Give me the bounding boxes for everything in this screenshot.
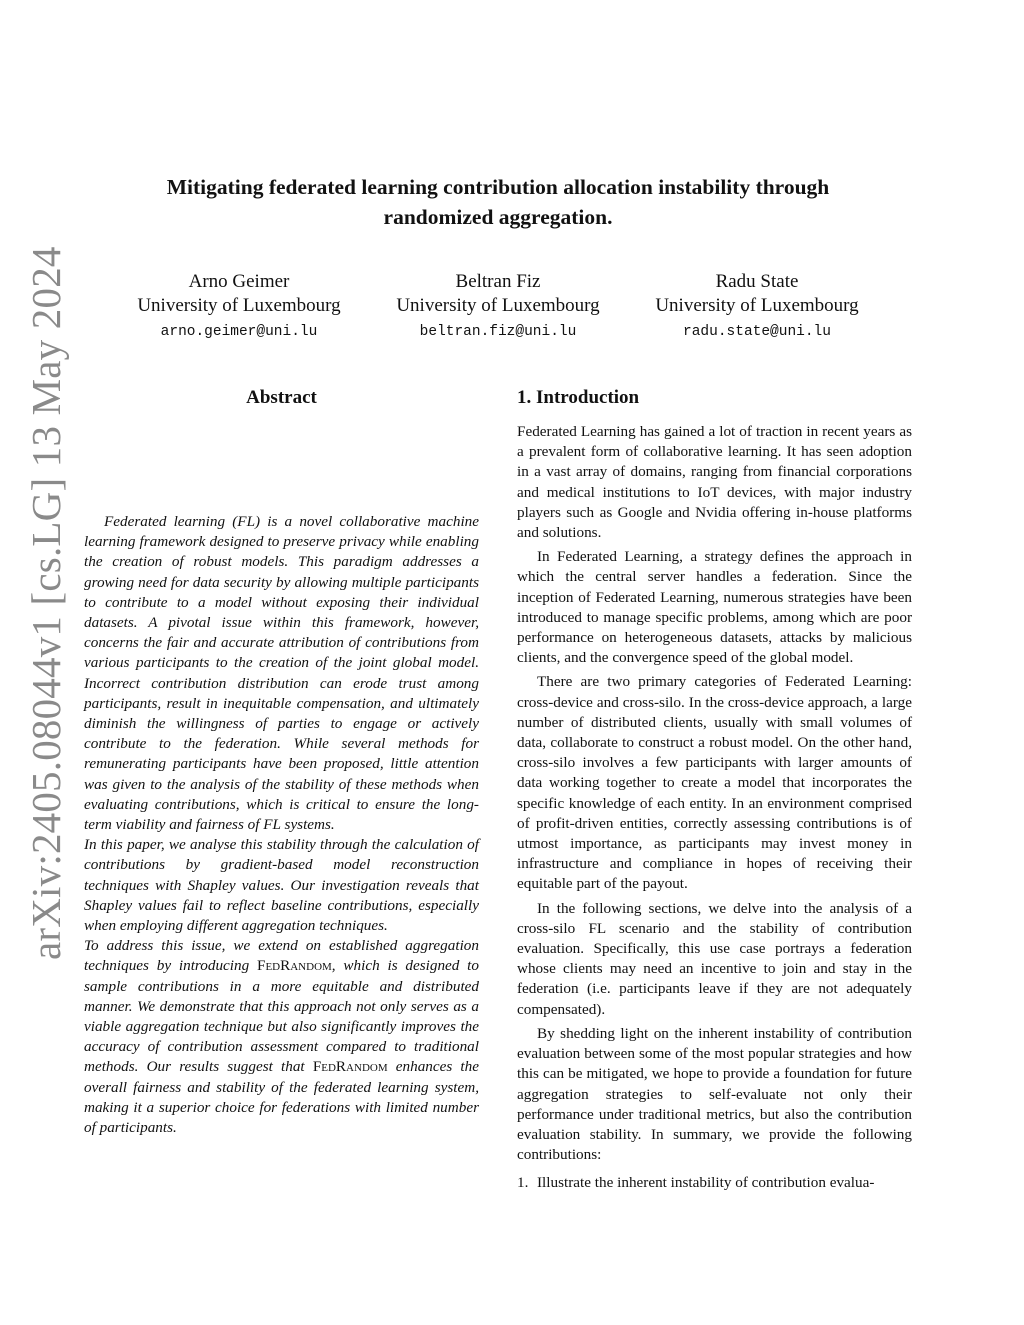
- abstract-text: [84, 512, 479, 1138]
- contribution-list-item: [517, 1173, 912, 1193]
- paper-title: Mitigating federated learning contribution allocation instability through randomized aggregation.: [166, 175, 830, 229]
- author-block-1: [114, 270, 364, 344]
- arxiv-identifier-stamp: arXiv:2405.08044v1 [cs.LG] 13 May 2024: [23, 246, 69, 960]
- introduction-heading: 1. Introduction: [517, 387, 640, 408]
- author-affiliation: University of Luxembourg: [655, 295, 859, 316]
- method-name: FedRandom: [257, 957, 332, 975]
- intro-paragraph-1: Federated Learning has gained a lot of traction in recent years as a prevalent form of collaborative learning. It has seen adoption in a vast array of domains, ranging from financial corporations and medical institutions to IoT devices, with major industry players such as Google and Nvidia offering in-house platforms and solutions.: [517, 423, 912, 542]
- intro-paragraph-5: By shedding light on the inherent instability of contribution evaluation between some of the most popular strategies and how this can be mitigated, we hope to provide a foundation for future aggregation strategies to self-evaluate not only their performance under traditional metrics, but also the contribution evaluation stability. In summary, we provide the following contributions:: [517, 1024, 912, 1164]
- introduction-text: [517, 422, 912, 1194]
- author-email: radu.state@uni.lu: [683, 324, 831, 340]
- abstract-text-run: To address this issue, we extend on established aggregation techniques by introducing: [84, 937, 479, 975]
- author-affiliation: University of Luxembourg: [396, 295, 600, 316]
- author-email: arno.geimer@uni.lu: [160, 324, 318, 340]
- list-item-text: Illustrate the inherent instability of contribution evalua-: [537, 1174, 875, 1192]
- abstract-text-run: , which is designed to sample contributions in a more equitable and distributed manner. We demonstrate that this approach not only serves as a viable aggregation technique but also significantly improves the accuracy of contribution assessment compared to traditional methods. Our results suggest that: [84, 957, 479, 1076]
- abstract-paragraph-1: Federated learning (FL) is a novel collaborative machine learning framework designed to preserve privacy while enabling the creation of robust models. This paradigm addresses a growing need for data security by allowing multiple participants to contribute to a model without exposing their individual datasets. A pivotal issue within this framework, however, concerns the fair and accurate attribution of contributions from various participants to the creation of the joint global model. Incorrect contribution distribution can erode trust among participants, result in inequitable compensation, and ultimately diminish the willingness of parties to engage or actively contribute to the federation. While several methods for remunerating participants have been proposed, little attention was given to the analysis of the stability of these methods when evaluating contributions, which is critical to ensure the long-term viability and fairness of FL systems.: [84, 513, 479, 834]
- author-name: Arno Geimer: [188, 271, 290, 292]
- method-name: FedRandom: [312, 1058, 388, 1076]
- abstract-paragraph-3: [84, 936, 479, 1138]
- author-block-3: [632, 270, 882, 344]
- author-affiliation: University of Luxembourg: [137, 295, 341, 316]
- abstract-text-run: enhances the overall fairness and stability of the federated learning system, making it a superior choice for federations with limited number of participants.: [84, 1058, 479, 1137]
- abstract-paragraph-2: In this paper, we analyse this stability through the calculation of contributions by gradient-based model reconstruction techniques with Shapley values. Our investigation reveals that Shapley values fail to reflect baseline contributions, especially when employing different aggregation techniques.: [84, 836, 479, 935]
- intro-paragraph-4: In the following sections, we delve into the analysis of a cross-silo FL scenario and the stability of contribution evaluation. Specifically, this use case portrays a federation whose clients may need an incentive to join and stay in the federation (i.e. participants leave if they are not adequately compensated).: [517, 899, 912, 1018]
- author-block-2: [373, 270, 623, 344]
- list-item-number: 1.: [517, 1174, 529, 1192]
- author-name: Radu State: [715, 271, 799, 292]
- author-email: beltran.fiz@uni.lu: [419, 324, 577, 340]
- intro-paragraph-2: In Federated Learning, a strategy defines the approach in which the central server handles a federation. Since the inception of Federated Learning, numerous strategies have been introduced to manage specific problems, among which are poor performance on heterogeneous datasets, attacks by malicious clients, and the convergence speed of the global model.: [517, 548, 912, 667]
- abstract-heading: Abstract: [246, 387, 317, 408]
- intro-paragraph-3: There are two primary categories of Federated Learning: cross-device and cross-silo. In the cross-device approach, a large number of distributed clients, usually with small volumes of data, collaborate to construct a robust model. On the other hand, cross-silo involves a few participants with larger amounts of data working together to create a model that incorporates the specific knowledge of each entity. In an environment comprised of profit-driven entities, correctly assessing contributions is of utmost importance, as participants may invest money in infrastructure and compliance in hopes of receiving their equitable part of the payout.: [517, 673, 912, 893]
- author-name: Beltran Fiz: [455, 271, 541, 292]
